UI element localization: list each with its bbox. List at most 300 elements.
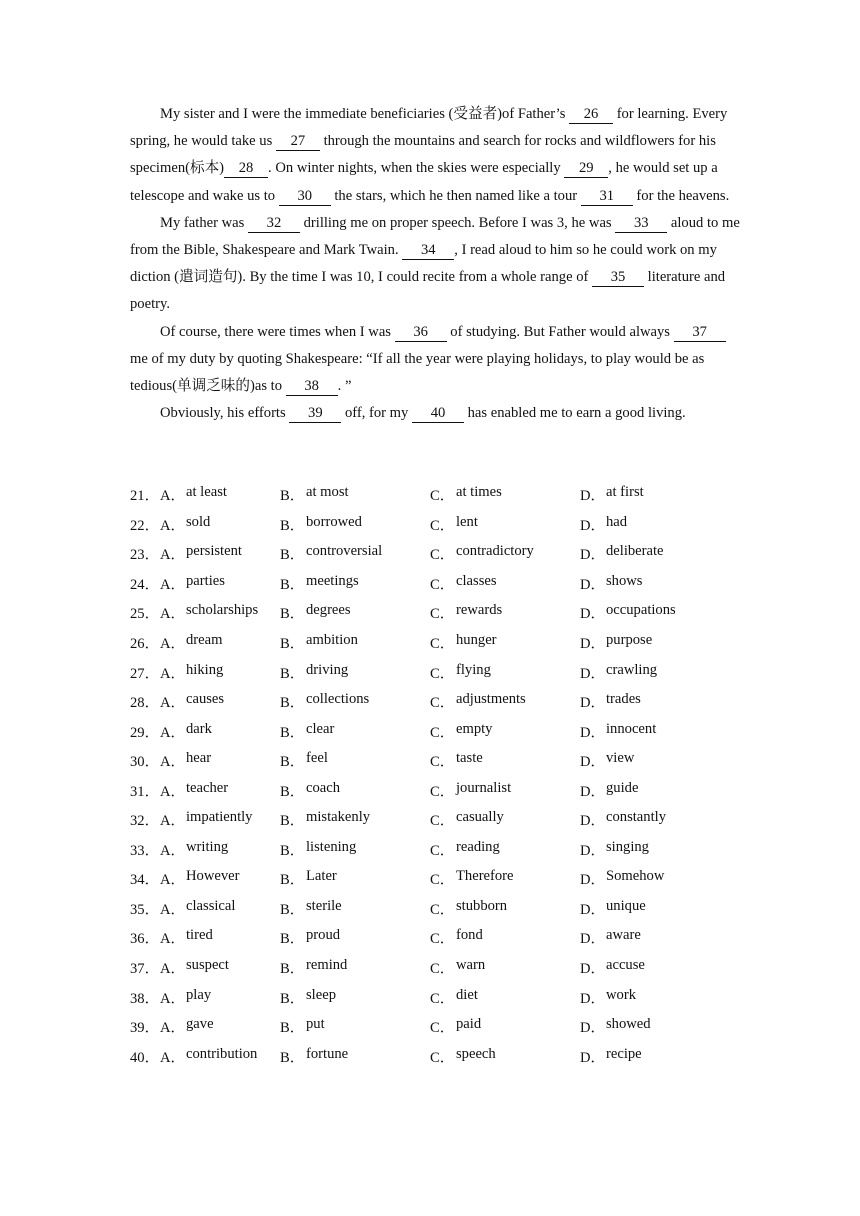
option-text: aware bbox=[606, 927, 641, 944]
option-letter: B． bbox=[280, 724, 305, 741]
question-number: 38． bbox=[130, 990, 160, 1007]
option-b bbox=[280, 602, 430, 623]
option-letter: D． bbox=[580, 547, 606, 564]
option-letter: C． bbox=[430, 931, 455, 948]
option-c bbox=[430, 987, 580, 1008]
option-text: dark bbox=[186, 720, 212, 737]
option-letter: A． bbox=[160, 695, 186, 712]
option-letter: B． bbox=[280, 547, 305, 564]
option-letter: A． bbox=[160, 576, 186, 593]
option-b bbox=[280, 809, 430, 830]
options-list bbox=[130, 480, 750, 1071]
option-a bbox=[160, 898, 280, 919]
question-row bbox=[130, 480, 750, 510]
option-letter: A． bbox=[160, 488, 186, 505]
option-letter: D． bbox=[580, 1020, 606, 1037]
option-letter: D． bbox=[580, 636, 606, 652]
option-d bbox=[580, 543, 700, 564]
question-number: 27． bbox=[130, 665, 160, 682]
option-text: stubborn bbox=[456, 897, 508, 914]
option-letter: B． bbox=[280, 576, 305, 593]
option-text: shows bbox=[606, 572, 643, 589]
option-a bbox=[160, 721, 280, 742]
option-text: guide bbox=[606, 779, 639, 796]
option-text: gave bbox=[186, 1016, 214, 1033]
option-letter: A． bbox=[160, 842, 186, 859]
option-text: paid bbox=[456, 1016, 482, 1033]
option-text: showed bbox=[606, 1016, 651, 1033]
option-d bbox=[580, 809, 700, 830]
question-number: 25． bbox=[130, 606, 160, 623]
option-text: mistakenly bbox=[306, 809, 371, 826]
question-number: 31． bbox=[130, 783, 160, 800]
option-d bbox=[580, 898, 700, 919]
passage-text: . On winter nights, when the skies were especially bbox=[268, 160, 565, 177]
option-text: occupations bbox=[606, 602, 676, 619]
option-letter: D． bbox=[580, 961, 606, 978]
option-letter: C． bbox=[430, 517, 455, 534]
passage-text: for the heavens. bbox=[632, 187, 730, 204]
option-a bbox=[160, 514, 280, 535]
option-text: Somehow bbox=[606, 868, 665, 885]
option-text: sold bbox=[186, 513, 211, 530]
option-text: sterile bbox=[306, 897, 342, 914]
option-c bbox=[430, 780, 580, 801]
option-letter: B． bbox=[280, 636, 305, 652]
passage-text: Of course, there were times when I was bbox=[160, 323, 395, 340]
option-letter: D． bbox=[580, 576, 606, 593]
option-letter: B． bbox=[280, 990, 305, 1007]
option-letter: C． bbox=[430, 636, 455, 652]
option-c bbox=[430, 721, 580, 742]
option-letter: D． bbox=[580, 872, 606, 889]
option-text: coach bbox=[306, 779, 341, 796]
option-letter: B． bbox=[280, 872, 305, 889]
option-text: reading bbox=[456, 838, 500, 855]
option-letter: A． bbox=[160, 783, 186, 800]
option-letter: A． bbox=[160, 1020, 186, 1037]
option-text: crawling bbox=[606, 661, 658, 678]
question-row bbox=[130, 953, 750, 983]
option-text: hiking bbox=[186, 661, 224, 678]
option-a bbox=[160, 1016, 280, 1037]
question-row bbox=[130, 510, 750, 540]
option-b bbox=[280, 543, 430, 564]
question-number: 34． bbox=[130, 872, 160, 889]
option-letter: A． bbox=[160, 813, 186, 830]
option-text: accuse bbox=[606, 957, 645, 974]
option-text: hunger bbox=[456, 632, 497, 648]
option-b bbox=[280, 839, 430, 860]
option-b bbox=[280, 898, 430, 919]
option-letter: A． bbox=[160, 636, 186, 652]
option-letter: A． bbox=[160, 1049, 186, 1066]
option-letter: A． bbox=[160, 872, 186, 889]
passage-text: literature and poetry. bbox=[130, 269, 726, 313]
option-d bbox=[580, 868, 700, 889]
blank-32: 32 bbox=[248, 215, 300, 233]
question-row bbox=[130, 864, 750, 894]
option-text: work bbox=[606, 986, 636, 1003]
option-letter: C． bbox=[430, 1020, 455, 1037]
option-letter: B． bbox=[280, 783, 305, 800]
option-text: dream bbox=[186, 632, 223, 648]
option-letter: A． bbox=[160, 990, 186, 1007]
option-letter: D． bbox=[580, 665, 606, 682]
option-text: recipe bbox=[606, 1045, 642, 1062]
option-text: suspect bbox=[186, 957, 229, 974]
option-text: purpose bbox=[606, 632, 653, 648]
question-number: 36． bbox=[130, 931, 160, 948]
option-letter: C． bbox=[430, 1049, 455, 1066]
blank-37: 37 bbox=[674, 324, 726, 342]
option-text: had bbox=[606, 513, 628, 530]
option-letter: A． bbox=[160, 961, 186, 978]
option-a bbox=[160, 987, 280, 1008]
option-text: speech bbox=[456, 1045, 496, 1062]
question-number: 35． bbox=[130, 901, 160, 918]
option-letter: D． bbox=[580, 842, 606, 859]
option-a bbox=[160, 868, 280, 889]
blank-35: 35 bbox=[592, 269, 644, 287]
option-text: However bbox=[186, 868, 240, 885]
passage-text: drilling me on proper speech. Before I was 3, he was bbox=[299, 214, 616, 231]
option-text: impatiently bbox=[186, 809, 253, 826]
question-number: 32． bbox=[130, 813, 160, 830]
option-c bbox=[430, 957, 580, 978]
blank-38: 38 bbox=[286, 378, 338, 396]
option-a bbox=[160, 839, 280, 860]
question-row bbox=[130, 539, 750, 569]
option-text: at least bbox=[186, 484, 227, 501]
option-text: singing bbox=[606, 838, 649, 855]
option-c bbox=[430, 514, 580, 535]
option-a bbox=[160, 602, 280, 623]
option-text: trades bbox=[606, 691, 641, 708]
option-letter: B． bbox=[280, 901, 305, 918]
option-text: causes bbox=[186, 691, 225, 708]
passage-text: of studying. But Father would always bbox=[446, 323, 674, 340]
option-text: parties bbox=[186, 572, 225, 589]
passage-text: aloud to me from the Bible, Shakespeare and Mark Twain. bbox=[130, 214, 740, 259]
option-letter: D． bbox=[580, 517, 606, 534]
option-c bbox=[430, 898, 580, 919]
option-text: flying bbox=[456, 661, 491, 678]
option-letter: C． bbox=[430, 872, 455, 889]
option-a bbox=[160, 809, 280, 830]
question-number: 33． bbox=[130, 842, 160, 859]
option-d bbox=[580, 750, 700, 771]
option-letter: D． bbox=[580, 488, 606, 505]
question-number: 40． bbox=[130, 1049, 160, 1066]
option-c bbox=[430, 927, 580, 948]
passage-paragraph bbox=[130, 319, 740, 401]
question-row bbox=[130, 716, 750, 746]
blank-26: 26 bbox=[569, 106, 613, 124]
option-letter: A． bbox=[160, 724, 186, 741]
option-letter: B． bbox=[280, 665, 305, 682]
option-letter: B． bbox=[280, 488, 305, 505]
passage-text: My sister and I were the immediate beneficiaries (受益者)of Father’s bbox=[160, 106, 570, 122]
question-row bbox=[130, 835, 750, 865]
option-letter: B． bbox=[280, 813, 305, 830]
question-row bbox=[130, 1012, 750, 1042]
blank-36: 36 bbox=[395, 324, 447, 342]
option-text: innocent bbox=[606, 720, 657, 737]
option-text: proud bbox=[306, 927, 341, 944]
option-c bbox=[430, 602, 580, 623]
option-letter: B． bbox=[280, 961, 305, 978]
option-text: contradictory bbox=[456, 543, 534, 560]
option-letter: A． bbox=[160, 901, 186, 918]
option-b bbox=[280, 868, 430, 889]
question-row bbox=[130, 687, 750, 717]
option-text: Therefore bbox=[456, 868, 514, 885]
option-text: warn bbox=[456, 957, 486, 974]
option-letter: C． bbox=[430, 576, 455, 593]
option-text: journalist bbox=[456, 779, 512, 796]
option-a bbox=[160, 543, 280, 564]
option-text: taste bbox=[456, 750, 483, 767]
option-text: listening bbox=[306, 838, 357, 855]
passage-text: off, for my bbox=[341, 405, 412, 422]
option-text: classical bbox=[186, 897, 236, 914]
option-text: teacher bbox=[186, 779, 229, 796]
option-a bbox=[160, 750, 280, 771]
option-text: meetings bbox=[306, 572, 359, 589]
option-letter: D． bbox=[580, 1049, 606, 1066]
option-letter: C． bbox=[430, 665, 455, 682]
option-letter: C． bbox=[430, 990, 455, 1007]
question-number: 22． bbox=[130, 517, 160, 534]
question-number: 37． bbox=[130, 961, 160, 978]
question-row bbox=[130, 982, 750, 1012]
question-row bbox=[130, 569, 750, 599]
option-d bbox=[580, 662, 700, 683]
option-text: rewards bbox=[456, 602, 503, 619]
question-number: 39． bbox=[130, 1020, 160, 1037]
option-letter: B． bbox=[280, 754, 305, 771]
question-row bbox=[130, 894, 750, 924]
blank-33: 33 bbox=[615, 215, 667, 233]
option-letter: B． bbox=[280, 931, 305, 948]
blank-31: 31 bbox=[581, 188, 633, 206]
passage-text: the stars, which he then named like a tour bbox=[330, 187, 581, 204]
option-text: Later bbox=[306, 868, 337, 885]
question-row bbox=[130, 746, 750, 776]
option-letter: D． bbox=[580, 724, 606, 741]
option-text: hear bbox=[186, 750, 212, 767]
option-d bbox=[580, 1016, 700, 1037]
option-b bbox=[280, 750, 430, 771]
question-row bbox=[130, 598, 750, 628]
option-c bbox=[430, 1016, 580, 1037]
question-row bbox=[130, 628, 750, 658]
passage-paragraph bbox=[130, 400, 740, 427]
option-letter: D． bbox=[580, 783, 606, 800]
passage-text: for learning. Every spring, he would take us bbox=[130, 106, 728, 150]
question-number: 21． bbox=[130, 488, 160, 505]
option-c bbox=[430, 573, 580, 594]
blank-40: 40 bbox=[412, 405, 464, 423]
option-text: casually bbox=[456, 809, 504, 826]
option-text: constantly bbox=[606, 809, 666, 826]
option-text: at times bbox=[456, 484, 502, 501]
option-text: clear bbox=[306, 720, 335, 737]
blank-34: 34 bbox=[402, 242, 454, 260]
question-row bbox=[130, 657, 750, 687]
option-text: at first bbox=[606, 484, 644, 501]
option-b bbox=[280, 957, 430, 978]
question-row bbox=[130, 775, 750, 805]
option-c bbox=[430, 484, 580, 505]
option-a bbox=[160, 691, 280, 712]
option-text: deliberate bbox=[606, 543, 664, 560]
question-number: 28． bbox=[130, 695, 160, 712]
option-text: borrowed bbox=[306, 513, 362, 530]
option-letter: D． bbox=[580, 754, 606, 771]
option-d bbox=[580, 1046, 700, 1067]
option-letter: A． bbox=[160, 931, 186, 948]
option-letter: C． bbox=[430, 961, 455, 978]
option-b bbox=[280, 987, 430, 1008]
option-text: put bbox=[306, 1016, 325, 1033]
option-a bbox=[160, 632, 280, 653]
question-number: 23． bbox=[130, 547, 160, 564]
passage-text: My father was bbox=[160, 214, 248, 231]
option-letter: D． bbox=[580, 606, 606, 623]
option-d bbox=[580, 484, 700, 505]
option-text: collections bbox=[306, 691, 370, 708]
option-b bbox=[280, 573, 430, 594]
option-b bbox=[280, 1016, 430, 1037]
option-d bbox=[580, 839, 700, 860]
option-b bbox=[280, 1046, 430, 1067]
option-c bbox=[430, 1046, 580, 1067]
blank-39: 39 bbox=[289, 405, 341, 423]
option-c bbox=[430, 543, 580, 564]
option-text: ambition bbox=[306, 632, 358, 648]
option-b bbox=[280, 721, 430, 742]
option-text: persistent bbox=[186, 543, 242, 560]
option-letter: B． bbox=[280, 1020, 305, 1037]
blank-28: 28 bbox=[224, 160, 268, 178]
passage-text: me of my duty by quoting Shakespeare: “If all the year were playing holidays, to play would be as tedious(单调乏味的)as to bbox=[130, 350, 705, 395]
option-text: sleep bbox=[306, 986, 336, 1003]
option-b bbox=[280, 484, 430, 505]
option-letter: B． bbox=[280, 695, 305, 712]
option-c bbox=[430, 632, 580, 653]
option-c bbox=[430, 750, 580, 771]
question-number: 24． bbox=[130, 576, 160, 593]
option-letter: D． bbox=[580, 931, 606, 948]
option-b bbox=[280, 927, 430, 948]
option-c bbox=[430, 662, 580, 683]
option-a bbox=[160, 780, 280, 801]
option-letter: D． bbox=[580, 901, 606, 918]
option-c bbox=[430, 809, 580, 830]
passage-text: , he would set up a telescope and wake us to bbox=[130, 160, 718, 204]
option-text: driving bbox=[306, 661, 349, 678]
option-letter: A． bbox=[160, 606, 186, 623]
question-row bbox=[130, 805, 750, 835]
option-text: unique bbox=[606, 897, 646, 914]
blank-27: 27 bbox=[276, 133, 320, 151]
option-text: degrees bbox=[306, 602, 351, 619]
option-a bbox=[160, 662, 280, 683]
passage-text: has enabled me to earn a good living. bbox=[463, 405, 686, 422]
option-letter: C． bbox=[430, 695, 455, 712]
option-text: writing bbox=[186, 838, 229, 855]
option-letter: C． bbox=[430, 754, 455, 771]
option-letter: C． bbox=[430, 901, 455, 918]
option-text: tired bbox=[186, 927, 213, 944]
passage-text: through the mountains and search for rocks and wildflowers for his specimen(标本) bbox=[130, 133, 716, 177]
option-d bbox=[580, 987, 700, 1008]
option-letter: A． bbox=[160, 517, 186, 534]
passage-text: , I read aloud to him so he could work on my diction (遣词造句). By the time I was 10, I could recite from a whole range of bbox=[130, 242, 717, 286]
option-a bbox=[160, 573, 280, 594]
question-row bbox=[130, 1041, 750, 1071]
option-text: scholarships bbox=[186, 602, 259, 619]
option-b bbox=[280, 514, 430, 535]
question-row bbox=[130, 923, 750, 953]
option-letter: C． bbox=[430, 606, 455, 623]
option-letter: D． bbox=[580, 813, 606, 830]
option-a bbox=[160, 957, 280, 978]
option-c bbox=[430, 868, 580, 889]
option-b bbox=[280, 632, 430, 653]
option-letter: C． bbox=[430, 842, 455, 859]
option-d bbox=[580, 721, 700, 742]
option-letter: C． bbox=[430, 547, 455, 564]
option-text: remind bbox=[306, 957, 348, 974]
passage-paragraph bbox=[130, 101, 740, 210]
option-text: lent bbox=[456, 513, 478, 530]
passage-text: Obviously, his efforts bbox=[160, 405, 290, 422]
option-letter: C． bbox=[430, 488, 455, 505]
option-letter: B． bbox=[280, 517, 305, 534]
cloze-passage bbox=[130, 101, 740, 427]
option-letter: C． bbox=[430, 783, 455, 800]
option-d bbox=[580, 632, 700, 653]
passage-text: . ” bbox=[337, 378, 352, 395]
option-text: fond bbox=[456, 927, 483, 944]
option-d bbox=[580, 780, 700, 801]
option-c bbox=[430, 691, 580, 712]
passage-paragraph bbox=[130, 210, 740, 319]
option-d bbox=[580, 957, 700, 978]
option-text: feel bbox=[306, 750, 328, 767]
question-number: 26． bbox=[130, 636, 160, 652]
option-b bbox=[280, 662, 430, 683]
option-a bbox=[160, 1046, 280, 1067]
option-text: diet bbox=[456, 986, 478, 1003]
option-text: fortune bbox=[306, 1045, 349, 1062]
option-d bbox=[580, 927, 700, 948]
option-letter: A． bbox=[160, 754, 186, 771]
option-text: at most bbox=[306, 484, 349, 501]
option-letter: A． bbox=[160, 665, 186, 682]
option-text: controversial bbox=[306, 543, 383, 560]
option-letter: D． bbox=[580, 695, 606, 712]
option-letter: D． bbox=[580, 990, 606, 1007]
option-text: view bbox=[606, 750, 635, 767]
question-number: 29． bbox=[130, 724, 160, 741]
blank-29: 29 bbox=[564, 160, 608, 178]
option-text: contribution bbox=[186, 1045, 258, 1062]
option-letter: B． bbox=[280, 842, 305, 859]
